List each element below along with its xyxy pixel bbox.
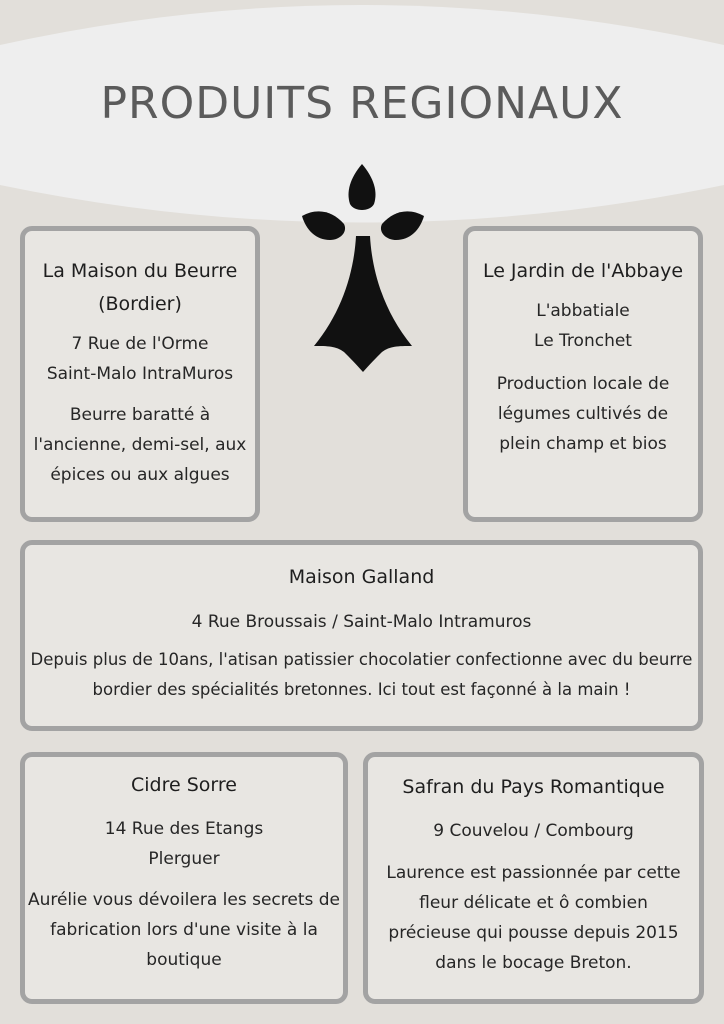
shop-address: 4 Rue Broussais / Saint-Malo Intramuros [191, 612, 532, 632]
shop-name: La Maison du Beurre (Bordier) [42, 260, 238, 315]
shop-description: Beurre baratté à l'ancienne, demi-sel, aux épices ou aux algues [33, 405, 247, 485]
shop-description: Aurélie vous dévoilera les secrets de fabrication lors d'une visite à la boutique [27, 890, 341, 970]
shop-name: Maison Galland [288, 566, 435, 588]
shop-name: Safran du Pays Romantique [402, 776, 665, 798]
shop-address: 9 Couvelou / Combourg [433, 821, 634, 841]
shop-name: Le Jardin de l'Abbaye [482, 260, 684, 282]
shop-name: Cidre Sorre [131, 774, 237, 796]
shop-card-safran [363, 752, 704, 1004]
shop-description: Production locale de légumes cultivés de plein champ et bios [496, 374, 670, 454]
shop-address: 7 Rue de l'Orme Saint-Malo IntraMuros [46, 334, 234, 384]
shop-address: 14 Rue des Etangs Plerguer [104, 819, 264, 869]
shop-card-jardin-abbaye [463, 226, 703, 522]
shop-card-maison-galland [20, 540, 703, 731]
shop-description: Laurence est passionnée par cette fleur délicate et ô combien précieuse qui pousse depuis 2015 dans le bocage Breton. [386, 863, 681, 973]
ermine-spot-icon [300, 162, 426, 374]
shop-address: L'abbatiale Le Tronchet [534, 301, 632, 351]
shop-card-cidre-sorre [20, 752, 348, 1004]
shop-description: Depuis plus de 10ans, l'atisan patissier chocolatier confectionne avec du beurre bordier des spécialités bretonnes. Ici tout est façonné à la main ! [30, 650, 693, 699]
page-title: PRODUITS REGIONAUX [100, 78, 624, 129]
shop-card-maison-du-beurre [20, 226, 260, 522]
